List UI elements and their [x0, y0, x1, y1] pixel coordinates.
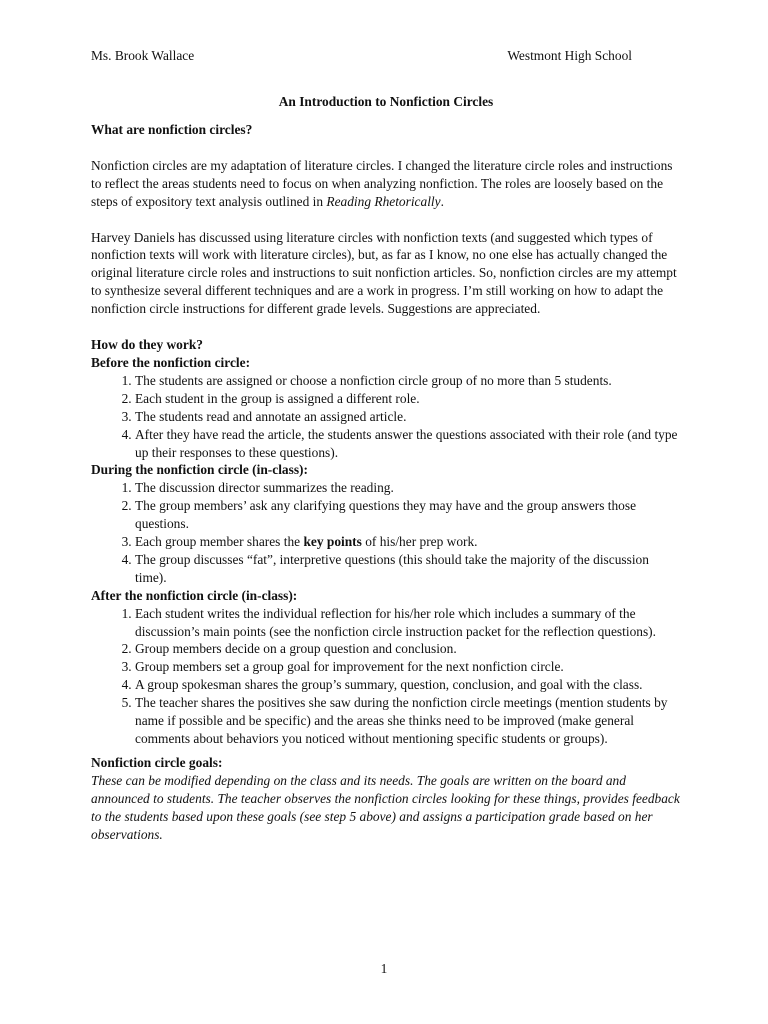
- list-item: 4. After they have read the article, the students answer the questions associated with their role (and type up their responses to these questions).: [135, 426, 681, 462]
- list-item: 2. Group members decide on a group question and conclusion.: [135, 640, 681, 658]
- list-item: 4. The group discusses “fat”, interpretive questions (this should take the majority of the discussion time).: [135, 551, 681, 587]
- author-name: Ms. Brook Wallace: [91, 48, 195, 63]
- list-item: 3. The students read and annotate an assigned article.: [135, 408, 681, 426]
- paragraph-intro-end: .: [440, 193, 444, 209]
- list-item: [135, 533, 681, 551]
- list-item: 2. The group members’ ask any clarifying questions they may have and the group answers those questions.: [135, 497, 681, 533]
- document-title: An Introduction to Nonfiction Circles: [278, 94, 494, 109]
- list-item: 2. Each student in the group is assigned a different role.: [135, 390, 681, 408]
- section-heading-what: What are nonfiction circles?: [91, 121, 253, 137]
- list-item-text-end: of his/her prep work.: [361, 534, 478, 550]
- paragraph-intro-text: Nonfiction circles are my adaptation of literature circles. I changed the literature circle roles and instructions to reflect the areas students need to focus on when analyzing nonfiction. The roles are loosely based on the steps of expository text analysis outlined in: [91, 157, 673, 209]
- section-heading-goals: Nonfiction circle goals:: [91, 754, 223, 770]
- paragraph-daniels: Harvey Daniels has discussed using literature circles with nonfiction texts (and suggested which types of nonfiction texts will work with literature circles), but, as far as I know, no one else has actually changed the original literature circle roles and instructions to suit nonfiction articles. So, nonfiction circles are my attempt to synthesize several different techniques and are a work in progress. I’m still working on how to adapt the nonfiction circle instructions for different grade levels. Suggestions are appreciated.: [91, 229, 677, 317]
- list-item: 1. Each student writes the individual reflection for his/her role which includes a summary of the discussion’s main points (see the nonfiction circle instruction packet for the reflection questions).: [135, 605, 681, 641]
- subheading-before: Before the nonfiction circle:: [91, 354, 251, 370]
- paragraph-intro: [91, 157, 681, 211]
- list-item: 3. Group members set a group goal for improvement for the next nonfiction circle.: [135, 658, 681, 676]
- page-header: [91, 47, 632, 65]
- document-body: [91, 93, 681, 843]
- subheading-during: During the nonfiction circle (in-class):: [91, 462, 308, 478]
- subheading-after: After the nonfiction circle (in-class):: [91, 587, 298, 603]
- list-item-text: Each group member shares the: [135, 534, 304, 550]
- book-title: Reading Rhetorically: [326, 193, 441, 209]
- list-item: 1. The discussion director summarizes the reading.: [135, 479, 681, 497]
- key-points-text: key points: [303, 534, 362, 550]
- before-steps-list: [91, 372, 681, 462]
- list-item: 1. The students are assigned or choose a nonfiction circle group of no more than 5 students.: [135, 372, 681, 390]
- during-steps-list: [91, 479, 681, 586]
- list-item: 5. The teacher shares the positives she saw during the nonfiction circle meetings (mention students by name if possible and be specific) and the areas she thinks need to be improved (make general comments about behaviors you noticed without mentioning specific students or groups).: [135, 694, 681, 748]
- section-heading-how: How do they work?: [91, 337, 203, 353]
- goals-paragraph: These can be modified depending on the class and its needs. The goals are written on the board and announced to students. The teacher observes the nonfiction circles looking for these things, provides feedback to the students based upon these goals (see step 5 above) and assigns a participation grade based on her observations.: [91, 772, 680, 842]
- after-steps-list: [91, 605, 681, 748]
- school-name: Westmont High School: [507, 48, 632, 63]
- list-item: 4. A group spokesman shares the group’s summary, question, conclusion, and goal with the class.: [135, 676, 681, 694]
- page-number: 1: [380, 961, 388, 976]
